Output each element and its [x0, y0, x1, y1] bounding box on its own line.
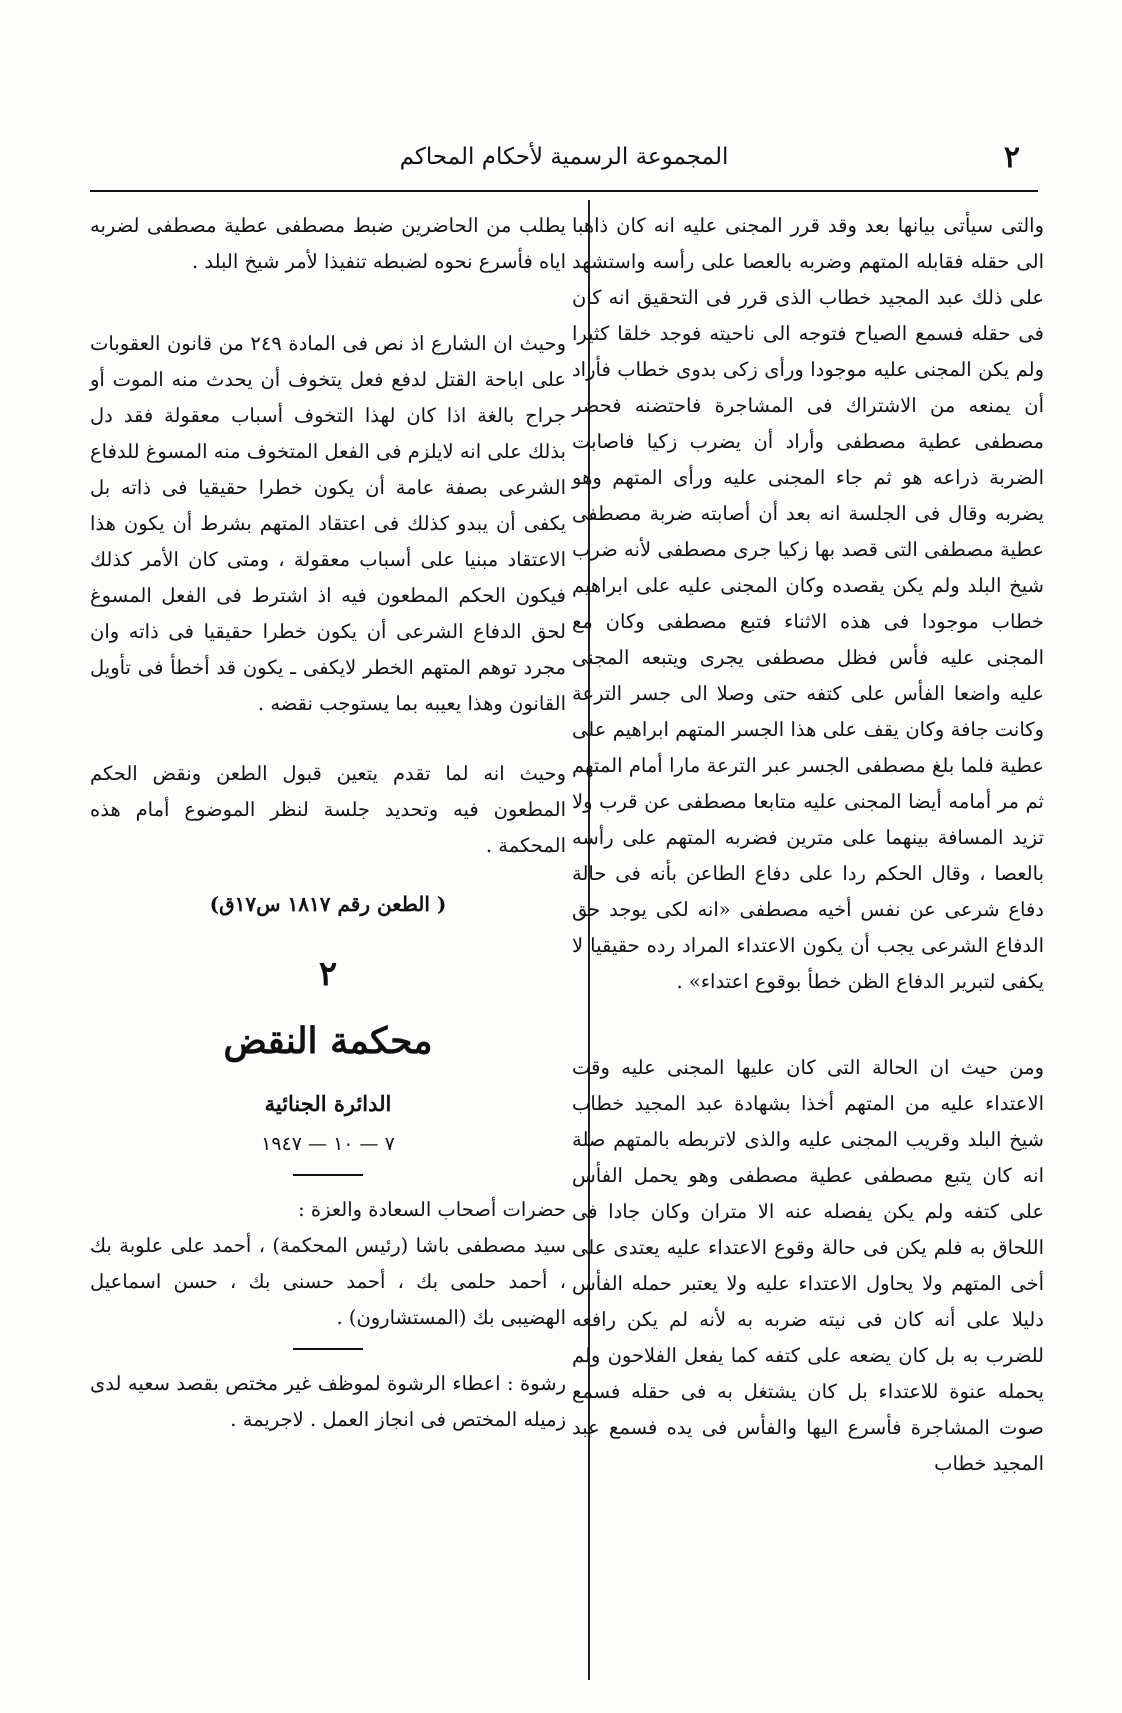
right-paragraph-1: والتى سيأتى بيانها بعد وقد قرر المجنى عليه انه كان ذاهبا الى حقله فقابله المتهم وضربه بالعصا على رأسه واستشهد على ذلك عبد المجيد خطاب الذى قرر فى التحقيق انه كان فى حقله فسمع الصياح فتوجه الى ناحيته فوجد خلقا كثيرا ولم يكن المجنى عليه موجودا ورأى زكى بدوى خطاب فأراد أن يمنعه من الاشتراك فى المشاجرة فاحتضنه فحضر مصطفى عطية مصطفى وأراد أن يضرب زكيا فاصابت الضربة ذراعه هو ثم جاء المجنى عليه ورأى المتهم وهو يضربه وقال فى الجلسة انه بعد أن أصابته ضربة مصطفى عطية مصطفى التى قصد بها زكيا جرى مصطفى لأنه ضرب شيخ البلد ولم يكن يقصده وكان المجنى عليه على ابراهيم خطاب موجودا فى هذه الاثناء فتبع مصطفى وكان مع المجنى عليه فأس فظل مصطفى يجرى ويتبعه المجنى عليه واضعا الفأس على كتفه حتى وصلا الى جسر الترعة وكانت جافة وكان يقف على هذا الجسر المتهم ابراهيم على عطية فلما بلغ مصطفى الجسر عبر الترعة مارا أمام المتهم ثم مر أمامه أيضا المجنى عليه متابعا مصطفى عن قرب ولا تزيد المسافة بينهما على مترين فضربه المتهم على رأسه بالعصا ، وقال الحكم ردا على دفاع الطاعن بأنه فى حالة دفاع شرعى عن نفس أخيه مصطفى «انه لكى يوجد حق الدفاع الشرعى يجب أن يكون الاعتداء المراد رده حقيقيا لا يكفى لتبرير الدفاع الظن خطأ بوقوع اعتداء» .	[572, 214, 1044, 993]
right-paragraph-2: ومن حيث ان الحالة التى كان عليها المجنى عليه وقت الاعتداء عليه من المتهم أخذا بشهادة عبد المجيد خطاب شيخ البلد وقريب المجنى عليه والذى لاتربطه بالمتهم صلة انه كان يتبع مصطفى عطية مصطفى وهو يحمل الفأس على كتفه ولم يكن يفصله عنه الا متران وكان جادا فى اللحاق به فلم يكن فى حالة وقوع الاعتداء عليه يعتدى على أخى المتهم ولا يحاول الاعتداء عليه ولا يعتبر حمله الفأس دليلا على أنه كان فى نيته ضربه به لأنه لم يكن رافعه للضرب به بل كان يضعه على كتفه كما يفعل الفلاحون ولم يحمله عنوة للاعتداء بل كان يشتغل به فى حقله فسمع صوت المشاجرة فأسرع اليها والفأس فى يده فسمع عبد المجيد خطاب	[572, 1056, 1044, 1475]
right-column	[572, 208, 1044, 1482]
court-name: محكمة النقض	[223, 1020, 433, 1062]
page-header	[90, 140, 1038, 184]
header-rule	[90, 190, 1038, 192]
attendance-list: حضرات أصحاب السعادة والعزة : سيد مصطفى باشا (رئيس المحكمة) ، أحمد على علوبة بك ، أحمد حلمى بك ، أحمد حسنى بك ، حسن اسماعيل الهضيبى بك (المستشارون) .	[90, 1198, 566, 1329]
section-rule	[293, 1348, 363, 1350]
running-title: المجموعة الرسمية لأحكام المحاكم	[399, 144, 729, 170]
left-column	[90, 208, 566, 1438]
ruling-date: ٧ — ١٠ — ١٩٤٧	[261, 1133, 395, 1155]
left-paragraph-2: وحيث ان الشارع اذ نص فى المادة ٢٤٩ من قانون العقوبات على اباحة القتل لدفع فعل يتخوف أن يحدث منه الموت أو جراح بالغة اذا كان لهذا التخوف أسباب معقولة فقد دل بذلك على انه لايلزم فى الفعل المتخوف منه المسوغ للدفاع الشرعى بصفة عامة أن يكون خطرا حقيقيا فى ذاته بل يكفى أن يبدو كذلك فى اعتقاد المتهم بشرط أن يكون هذا الاعتقاد مبنيا على أسباب معقولة ، ومتى كان الأمر كذلك فيكون الحكم المطعون فيه اذ اشترط فى الفعل المسوغ لحق الدفاع الشرعى أن يكون خطرا حقيقيا فى ذاته وان مجرد توهم المتهم الخطر لايكفى ـ يكون قد أخطأ فى تأويل القانون وهذا يعيبه بما يستوجب نقضه .	[90, 332, 566, 715]
appeal-reference: ( الطعن رقم ١٨١٧ س١٧ق)	[209, 892, 447, 916]
ruling-summary: رشوة : اعطاء الرشوة لموظف غير مختص بقصد سعيه لدى زميله المختص فى انجاز العمل . لاجريمة .	[90, 1372, 566, 1431]
case-number: ٢	[318, 954, 338, 994]
page-number: ٢	[1003, 140, 1020, 175]
left-paragraph-1: يطلب من الحاضرين ضبط مصطفى عطية مصطفى لضربه اياه فأسرع نحوه لضبطه تنفيذا لأمر شيخ البلد .	[90, 214, 566, 273]
left-paragraph-3: وحيث انه لما تقدم يتعين قبول الطعن ونقض الحكم المطعون فيه وتحديد جلسة لنظر الموضوع أمام هذه المحكمة .	[90, 762, 566, 857]
court-circuit: الدائرة الجنائية	[264, 1091, 392, 1116]
section-rule	[293, 1174, 363, 1176]
